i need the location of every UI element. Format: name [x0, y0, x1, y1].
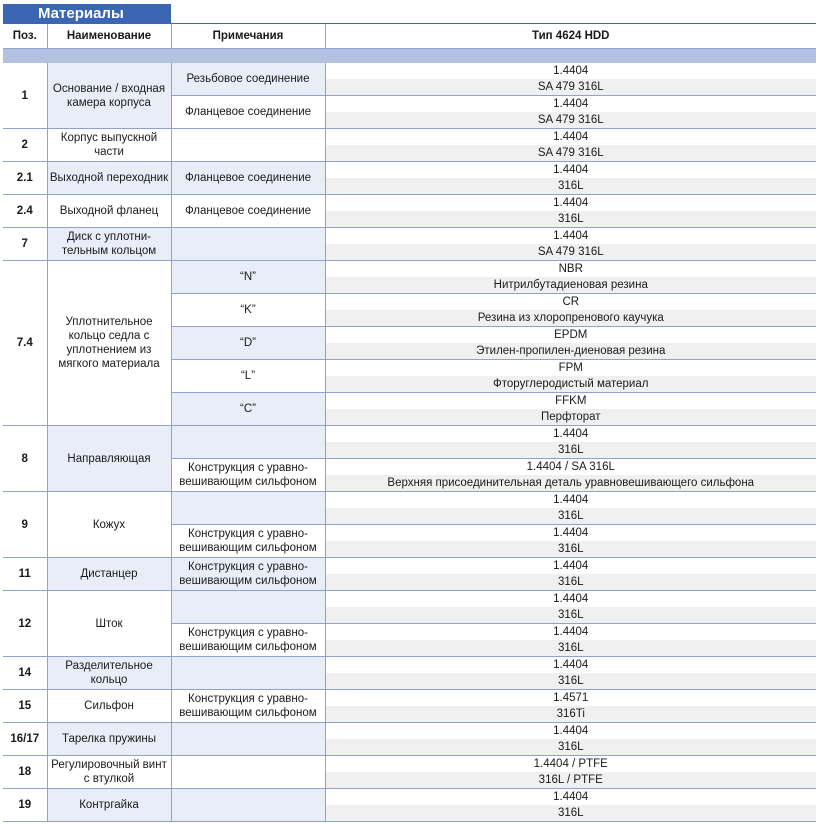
- note-cell: “L”: [171, 360, 325, 393]
- material-value: FPM: [325, 360, 816, 377]
- header-notes: Примечания: [171, 24, 325, 49]
- material-value: FFKM: [325, 393, 816, 410]
- material-value: 316L: [325, 541, 816, 558]
- table-row: [3, 426, 816, 443]
- material-value: 316L: [325, 574, 816, 591]
- material-value: Резина из хлоропренового каучука: [325, 310, 816, 327]
- item-name-cell: Корпус выпускной части: [47, 129, 171, 162]
- material-value: 1.4404: [325, 228, 816, 245]
- material-value: 1.4404: [325, 591, 816, 608]
- position-cell: 2.1: [3, 162, 47, 195]
- material-value: EPDM: [325, 327, 816, 344]
- material-value: 1.4404: [325, 558, 816, 575]
- table-row: [3, 492, 816, 509]
- position-cell: 16/17: [3, 723, 47, 756]
- position-cell: 9: [3, 492, 47, 558]
- material-value: 1.4571: [325, 690, 816, 707]
- note-cell: Фланцевое соединение: [171, 96, 325, 129]
- item-name-cell: Направляющая: [47, 426, 171, 492]
- table-row: [3, 195, 816, 212]
- note-cell: [171, 723, 325, 756]
- material-value: Верхняя присоединительная деталь уравновешивающего сильфона: [325, 475, 816, 492]
- note-cell: Конструкция с уравно-вешивающим сильфоном: [171, 690, 325, 723]
- note-cell: Фланцевое соединение: [171, 195, 325, 228]
- table-row: [3, 63, 816, 79]
- note-cell: [171, 228, 325, 261]
- item-name-cell: Дистанцер: [47, 558, 171, 591]
- header-type: Тип 4624 HDD: [325, 24, 816, 49]
- material-value: 1.4404: [325, 624, 816, 641]
- table-row: [3, 228, 816, 245]
- material-value: 316L: [325, 508, 816, 525]
- position-cell: 2.4: [3, 195, 47, 228]
- material-value: NBR: [325, 261, 816, 278]
- header-name: Наименование: [47, 24, 171, 49]
- item-name-cell: Сильфон: [47, 690, 171, 723]
- material-value: Этилен-пропилен-диеновая резина: [325, 343, 816, 360]
- material-value: 1.4404: [325, 195, 816, 212]
- material-value: 1.4404: [325, 657, 816, 674]
- material-value: 316L: [325, 739, 816, 756]
- note-cell: “K”: [171, 294, 325, 327]
- note-cell: Резьбовое соединение: [171, 63, 325, 96]
- item-name-cell: Уплотнительное кольцо седла с уплотнением из мягкого материала: [47, 261, 171, 426]
- table-row: [3, 690, 816, 707]
- position-cell: 8: [3, 426, 47, 492]
- note-cell: Фланцевое соединение: [171, 162, 325, 195]
- position-cell: 19: [3, 789, 47, 822]
- material-value: 1.4404: [325, 96, 816, 113]
- item-name-cell: Основание / входная камера корпуса: [47, 63, 171, 129]
- material-value: SA 479 316L: [325, 79, 816, 96]
- note-cell: [171, 756, 325, 789]
- material-value: 1.4404 / SA 316L: [325, 459, 816, 476]
- material-value: 1.4404: [325, 789, 816, 806]
- note-cell: Конструкция с уравно-вешивающим сильфоном: [171, 459, 325, 492]
- material-value: 1.4404: [325, 63, 816, 79]
- item-name-cell: Разделительное кольцо: [47, 657, 171, 690]
- note-cell: [171, 591, 325, 624]
- table-row: [3, 591, 816, 608]
- materials-table: [3, 24, 816, 822]
- note-cell: Конструкция с уравно-вешивающим сильфоном: [171, 624, 325, 657]
- position-cell: 7.4: [3, 261, 47, 426]
- position-cell: 12: [3, 591, 47, 657]
- item-name-cell: Тарелка пружины: [47, 723, 171, 756]
- material-value: 1.4404: [325, 525, 816, 542]
- table-row: [3, 756, 816, 773]
- position-cell: 14: [3, 657, 47, 690]
- position-cell: 7: [3, 228, 47, 261]
- note-cell: [171, 492, 325, 525]
- table-row: [3, 129, 816, 146]
- material-value: 1.4404: [325, 426, 816, 443]
- material-value: Перфторат: [325, 409, 816, 426]
- item-name-cell: Шток: [47, 591, 171, 657]
- table-row: [3, 657, 816, 674]
- material-value: 316L: [325, 607, 816, 624]
- material-value: SA 479 316L: [325, 244, 816, 261]
- material-value: Нитрилбутадиеновая резина: [325, 277, 816, 294]
- material-value: 1.4404: [325, 492, 816, 509]
- position-cell: 11: [3, 558, 47, 591]
- material-value: 316L: [325, 211, 816, 228]
- note-cell: Конструкция с уравно-вешивающим сильфоном: [171, 558, 325, 591]
- note-cell: “D”: [171, 327, 325, 360]
- table-row: [3, 162, 816, 179]
- material-value: 1.4404: [325, 162, 816, 179]
- position-cell: 18: [3, 756, 47, 789]
- material-value: 316L: [325, 673, 816, 690]
- material-value: SA 479 316L: [325, 112, 816, 129]
- material-value: 1.4404: [325, 129, 816, 146]
- note-cell: “C”: [171, 393, 325, 426]
- material-value: Фторуглеродистый материал: [325, 376, 816, 393]
- table-row: [3, 723, 816, 740]
- note-cell: [171, 129, 325, 162]
- note-cell: [171, 657, 325, 690]
- header-row: [3, 24, 816, 49]
- material-value: 316L: [325, 805, 816, 822]
- material-value: 316L: [325, 442, 816, 459]
- table-row: [3, 789, 816, 806]
- material-value: 1.4404 / PTFE: [325, 756, 816, 773]
- material-value: 1.4404: [325, 723, 816, 740]
- note-cell: Конструкция с уравно-вешивающим сильфоном: [171, 525, 325, 558]
- material-value: 316Ti: [325, 706, 816, 723]
- item-name-cell: Выходной фланец: [47, 195, 171, 228]
- item-name-cell: Диск с уплотни-тельным кольцом: [47, 228, 171, 261]
- position-cell: 2: [3, 129, 47, 162]
- position-cell: 1: [3, 63, 47, 129]
- material-value: 316L: [325, 640, 816, 657]
- item-name-cell: Контргайка: [47, 789, 171, 822]
- table-row: [3, 261, 816, 278]
- item-name-cell: Регулировочный винт с втулкой: [47, 756, 171, 789]
- header-pos: Поз.: [3, 24, 47, 49]
- material-value: SA 479 316L: [325, 145, 816, 162]
- note-cell: “N”: [171, 261, 325, 294]
- position-cell: 15: [3, 690, 47, 723]
- section-title: Материалы: [3, 4, 171, 23]
- material-value: 316L / PTFE: [325, 772, 816, 789]
- item-name-cell: Выходной переходник: [47, 162, 171, 195]
- header-band: [3, 49, 816, 64]
- note-cell: [171, 789, 325, 822]
- table-row: [3, 558, 816, 575]
- item-name-cell: Кожух: [47, 492, 171, 558]
- material-value: 316L: [325, 178, 816, 195]
- material-value: CR: [325, 294, 816, 311]
- note-cell: [171, 426, 325, 459]
